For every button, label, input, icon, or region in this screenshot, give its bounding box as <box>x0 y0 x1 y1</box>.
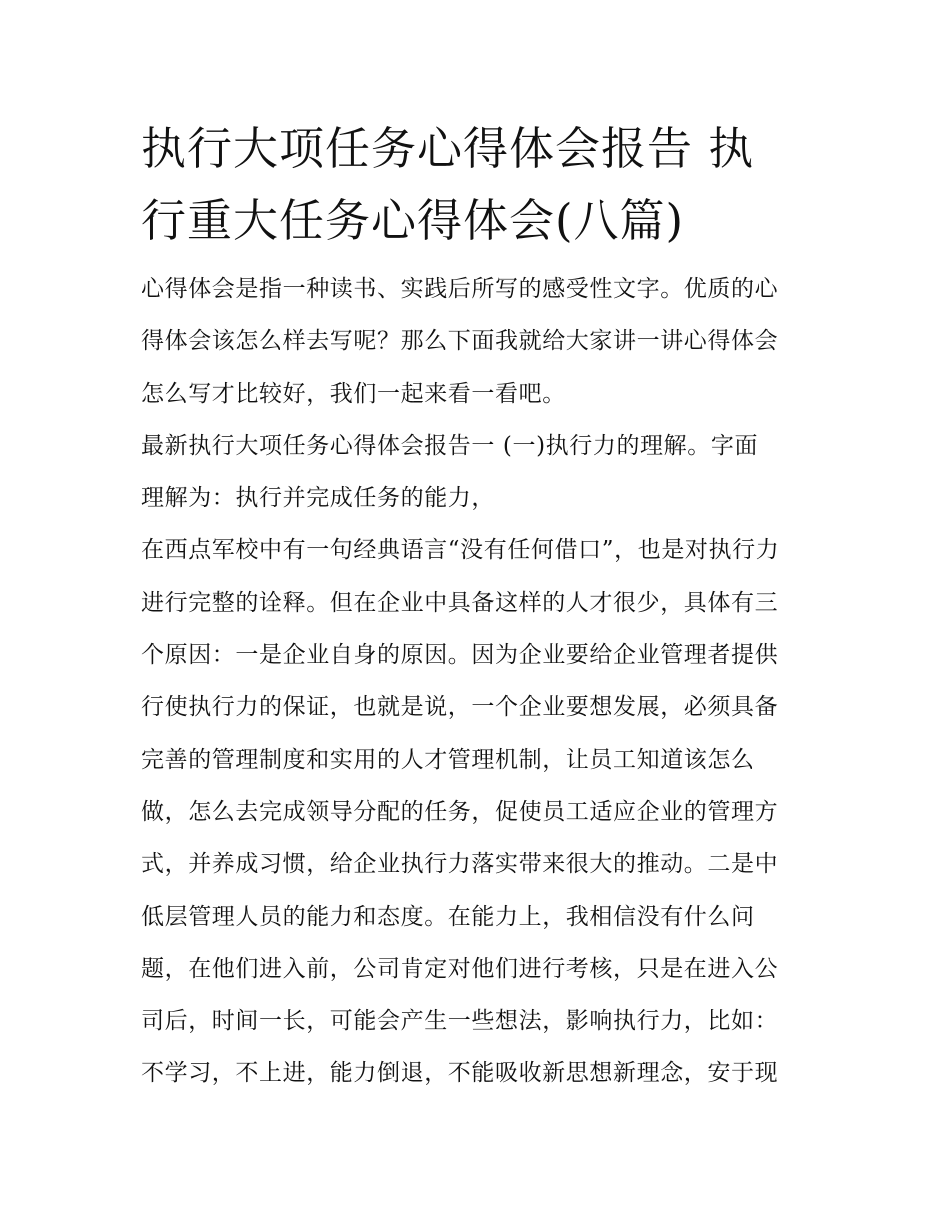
body-line: 怎么写才比较好，我们一起来看一看吧。 <box>141 380 566 407</box>
body-line: 心得体会是指一种读书、实践后所写的感受性文字。优质的心 <box>141 276 779 302</box>
body-line: 不学习，不上进，能力倒退，不能吸收新思想新理念，安于现 <box>141 1060 779 1087</box>
body-line: 最新执行大项任务心得体会报告一 (一)执行力的理解。字面 <box>141 432 759 459</box>
body-line: 司后，时间一长，可能会产生一些想法，影响执行力，比如： <box>141 1008 779 1035</box>
title-line-1: 执行大项任务心得体会报告 执 <box>141 122 755 175</box>
body-line: 低层管理人员的能力和态度。在能力上，我相信没有什么问 <box>141 903 755 930</box>
body-line: 理解为：执行并完成任务的能力， <box>141 485 495 512</box>
body-line: 行使执行力的保证，也就是说，一个企业要想发展，必须具备 <box>141 694 779 721</box>
body-line: 在西点军校中有一句经典语言“没有任何借口”，也是对执行力 <box>141 537 780 564</box>
body-line: 进行完整的诠释。但在企业中具备这样的人才很少，具体有三 <box>141 589 779 616</box>
title-line-2: 行重大任务心得体会(八篇) <box>141 194 685 247</box>
document-content <box>141 113 813 1100</box>
body-line: 得体会该怎么样去写呢？那么下面我就给大家讲一讲心得体会 <box>141 328 779 355</box>
body-line: 做，怎么去完成领导分配的任务，促使员工适应企业的管理方 <box>141 798 779 825</box>
body-line: 式，并养成习惯，给企业执行力落实带来很大的推动。二是中 <box>141 851 779 878</box>
body-line: 完善的管理制度和实用的人才管理机制，让员工知道该怎么 <box>141 746 755 773</box>
body-line: 题，在他们进入前，公司肯定对他们进行考核，只是在进入公 <box>141 955 779 982</box>
body-line: 个原因：一是企业自身的原因。因为企业要给企业管理者提供 <box>141 642 779 669</box>
document-body <box>141 263 813 1100</box>
document-title <box>141 113 813 257</box>
